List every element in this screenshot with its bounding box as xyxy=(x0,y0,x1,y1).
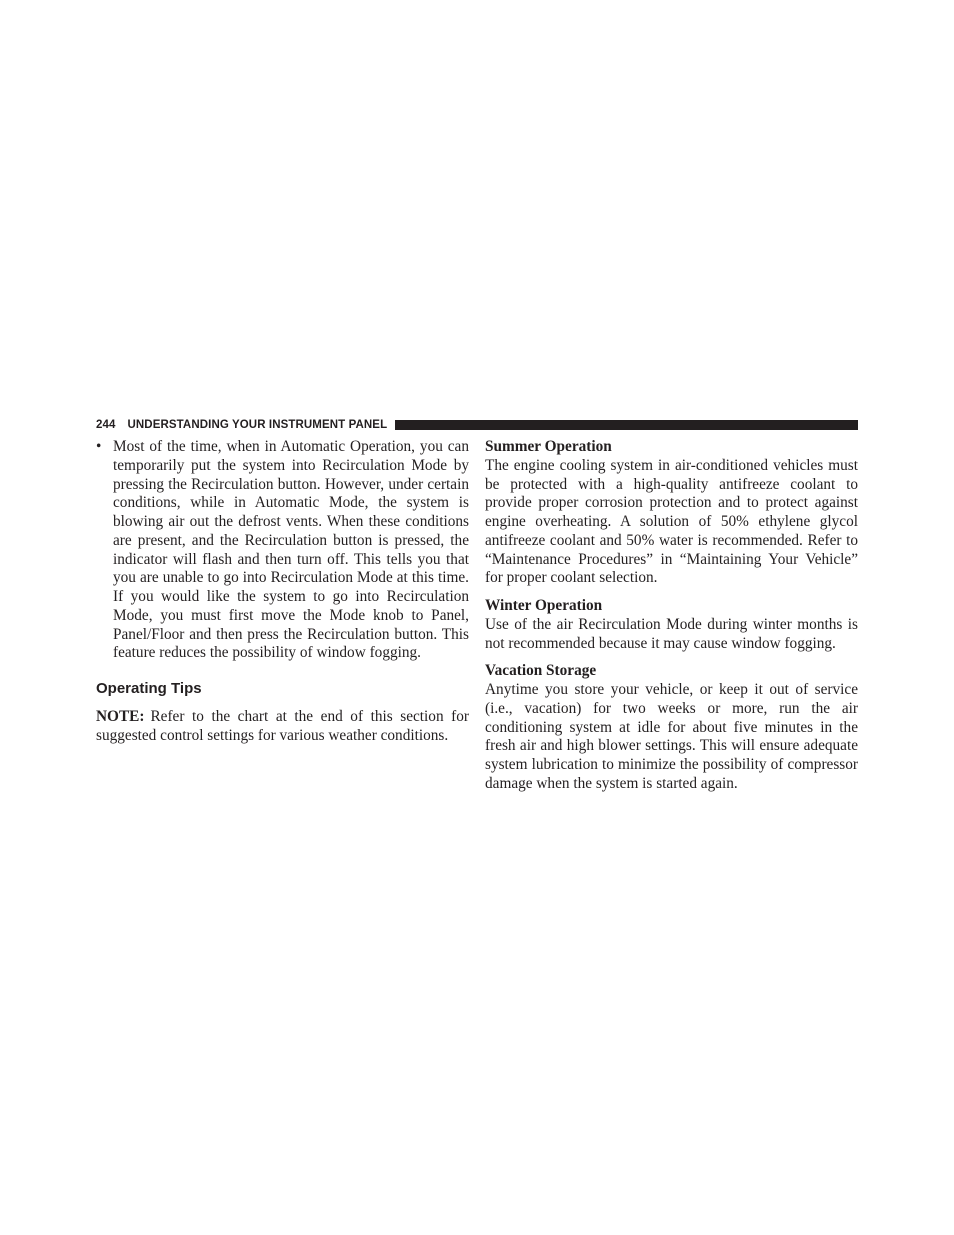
page-header xyxy=(96,418,858,432)
bullet-icon: • xyxy=(96,438,102,455)
header-rule-bar xyxy=(395,420,858,430)
summer-operation-text: The engine cooling system in air-conditioned vehicles must be protected with a high-quality antifreeze coolant to provide proper corrosion protection and to protect against engine overheating. A solution of 50% ethylene glycol antifreeze coolant and 50% water is recommended. Refer to “Maintenance Procedures” in “Maintaining Your Vehicle” for proper coolant selection. xyxy=(485,456,858,587)
bullet-item xyxy=(96,438,469,663)
note-text: Refer to the chart at the end of this section for suggested control settings for various weather conditions. xyxy=(96,708,469,744)
winter-operation-heading: Winter Operation xyxy=(485,597,603,614)
bullet-text: Most of the time, when in Automatic Operation, you can temporarily put the system into Recirculation Mode by pressing the Recirculation button. However, under certain conditions, while in Automatic Mode, the system is blowing air out the defrost vents. When these conditions are present, and the Recirculation button is pressed, the indicator will flash and then turn off. This tells you that you are unable to go into Recirculation Mode at this time. If you would like the system to go into Recirculation Mode, you must first move the Mode knob to Panel, Panel/Floor and then press the Recirculation button. This feature reduces the possibility of window fogging. xyxy=(113,438,469,662)
vacation-storage-heading: Vacation Storage xyxy=(485,662,597,680)
note-label: NOTE: xyxy=(96,708,145,725)
operating-tips-heading: Operating Tips xyxy=(96,680,202,697)
vacation-storage-text: Anytime you store your vehicle, or keep it out of service (i.e., vacation) for two weeks or more, run the air conditioning system at idle for about five minutes in the fresh air and high blower settings. This will ensure adequate system lubrication to minimize the possibility of compressor damage when the system is started again. xyxy=(485,681,858,792)
section-title: UNDERSTANDING YOUR INSTRUMENT PANEL xyxy=(127,419,388,431)
left-column xyxy=(96,438,469,746)
summer-operation-heading: Summer Operation xyxy=(485,438,612,455)
page-number: 244 xyxy=(96,419,116,431)
note-paragraph xyxy=(96,708,469,746)
winter-operation-text: Use of the air Recirculation Mode during winter months is not recommended because it may cause window fogging. xyxy=(485,615,858,652)
right-column xyxy=(485,438,858,794)
